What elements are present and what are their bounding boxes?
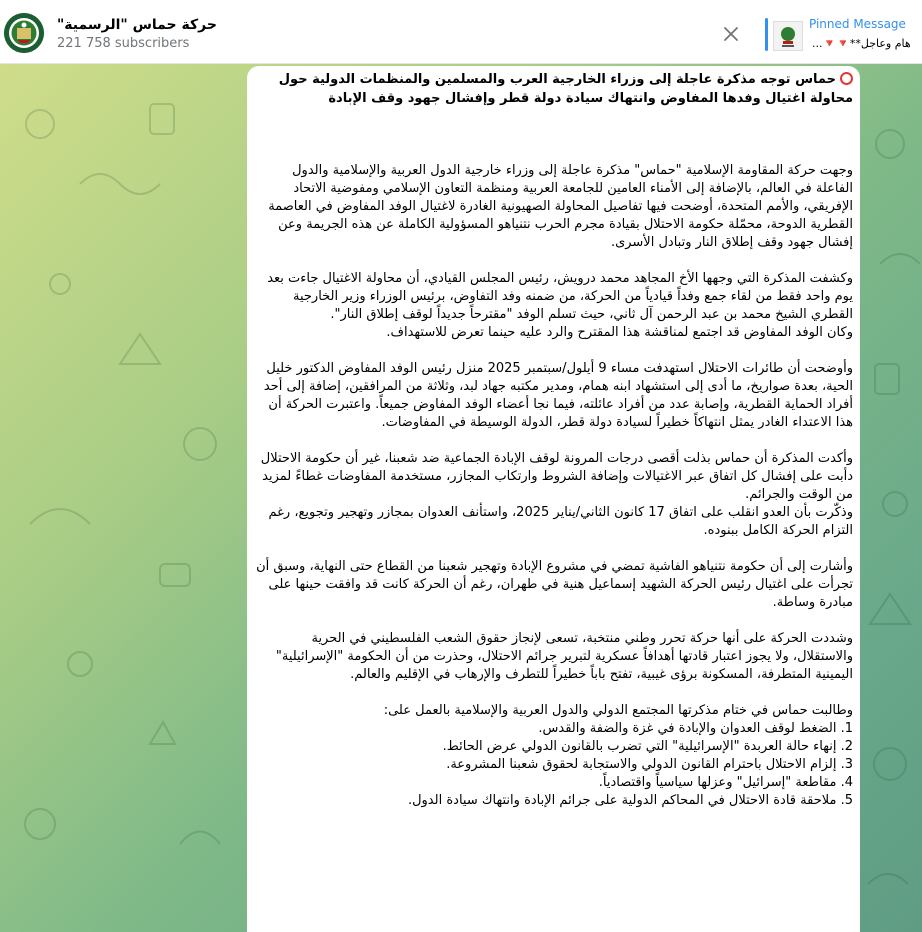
close-icon[interactable] — [720, 23, 742, 45]
paragraph-3: وأوضحت أن طائرات الاحتلال استهدفت مساء 9 أيلول/سبتمبر 2025 منزل رئيس الوفد المفاوض الدكتور خليل الحية، بعدة صواريخ، ما أدى إلى استشهاد ابنه همام، ومدير مكتبه جهاد لبد، وثلاثة من المرافقين، إضافة إلى أحد أفراد الحماية القطرية، وإصابة عدد من أفراد عائلته، فيما نجا أعضاء الوفد المفاوض جميعاً. واعتبرت الحركة أن هذا الاعتداء الغادر يمثل انتهاكاً خطيراً لسيادة دولة قطر، الدولة الوسيطة في المفاوضات. — [263, 361, 853, 430]
paragraph-1: وجهت حركة المقاومة الإسلامية "حماس" مذكرة عاجلة إلى وزراء خارجية الدول العربية والإسلامية والدول الفاعلة في العالم، بالإضافة إلى الأمناء العامين للجامعة العربية ومنظمة التعاون الإسلامي ومفوضية الاتحاد الإفريقي، والأمم المتحدة، أوضحت فيها تفاصيل المحاولة الصهيونية الغادرة لاغتيال الوفد المفاوض في العاصمة القطرية الدوحة، محمّلة حكومة الاحتلال بقيادة مجرم الحرب نتنياهو المسؤولية الكاملة عن هذه الجريمة وعن إفشال جهود وقف إطلاق النار وتبادل الأسرى. — [268, 163, 853, 250]
paragraph-6: وشددت الحركة على أنها حركة تحرر وطني منتخبة، تسعى لإنجاز حقوق الشعب الفلسطيني في الحرية والاستقلال، ولا يجوز اعتبار قادتها أهدافاً عسكرية لتبرير جرائم الاحتلال، وحذرت من أن الحكومة "الإسرائيلية" اليمينية المتطرفة، المسكونة برؤى غيبية، تفتح باباً خطيراً للتطرف والإرهاب في الإقليم والعالم. — [275, 631, 853, 682]
pinned-thumbnail-icon[interactable] — [773, 21, 803, 51]
chat-background — [0, 64, 922, 932]
list-item: 5. ملاحقة قادة الاحتلال في المحاكم الدولية على جرائم الإبادة وانتهاك سيادة الدول. — [407, 793, 853, 808]
message-text — [253, 70, 853, 810]
pinned-message-preview[interactable]: هام وعاجل**🔻🔻... — [812, 37, 911, 50]
headline-text: حماس توجه مذكرة عاجلة إلى وزراء الخارجية العرب والمسلمين والمنظمات الدولية حول محاولة اغتيال وفدها المفاوض وانتهاك سيادة دولة قطر وإفشال جهود وقف الإبادة — [278, 72, 853, 106]
red-circle-icon — [840, 72, 853, 85]
pinned-indicator-bar — [765, 18, 768, 51]
channel-title: حركة حماس "الرسمية" — [57, 17, 217, 33]
message-bubble[interactable] — [247, 66, 860, 932]
paragraph-2b: وكان الوفد المفاوض قد اجتمع لمناقشة هذا المقترح والرد عليه حينما تعرض للاستهداف. — [386, 325, 853, 340]
list-item: 1. الضغط لوقف العدوان والإبادة في غزة والضفة والقدس. — [538, 721, 853, 736]
paragraph-2a: وكشفت المذكرة التي وجهها الأخ المجاهد محمد درويش، رئيس المجلس القيادي، أن محاولة الاغتيال جاءت بعد يوم واحد فقط من لقاء جمع وفداً قيادياً من الحركة، من ضمنه وفد التفاوض، برئيس الوزراء وزير الخارجية القطري الشيخ محمد بن عبد الرحمن آل ثاني، حيث تسلم الوفد "مقترحاً جديداً لوقف إطلاق النار". — [267, 271, 853, 322]
pinned-message-title[interactable]: Pinned Message — [809, 17, 906, 31]
demands-intro: وطالبت حماس في ختام مذكرتها المجتمع الدولي والدول العربية والإسلامية بالعمل على: — [383, 703, 853, 718]
chat-header — [0, 0, 922, 64]
list-item: 3. إلزام الاحتلال باحترام القانون الدولي والاستجابة لحقوق شعبنا المشروعة. — [446, 757, 853, 772]
paragraph-4a: وأكدت المذكرة أن حماس بذلت أقصى درجات المرونة لوقف الإبادة الجماعية ضد شعبنا، غير أن حكومة الاحتلال دأبت على إفشال كل اتفاق عبر الاغتيالات وإضافة الشروط وارتكاب المجازر، مستخدمة المفاوضات غطاءً لمزيد من الوقت والجرائم. — [260, 451, 853, 502]
channel-info[interactable] — [57, 16, 277, 53]
message-headline — [253, 70, 853, 108]
channel-avatar-icon[interactable] — [4, 13, 44, 53]
paragraph-5: وأشارت إلى أن حكومة نتنياهو الفاشية تمضي في مشروع الإبادة وتهجير شعبنا من القطاع حتى النهاية، وسبق أن تجرأت على اغتيال رئيس الحركة الشهيد إسماعيل هنية في طهران، رغم أن الحركة كانت قد وافقت حينها على مبادرة وساطة. — [256, 559, 853, 610]
subscriber-count: 221 758 subscribers — [57, 36, 190, 51]
paragraph-4b: وذكّرت بأن العدو انقلب على اتفاق 17 كانون الثاني/يناير 2025، واستأنف العدوان بمجازر وتهجير وتجويع، رغم التزام الحركة الكامل ببنوده. — [268, 505, 853, 538]
list-item: 2. إنهاء حالة العربدة "الإسرائيلية" التي تضرب بالقانون الدولي عرض الحائط. — [442, 739, 853, 754]
list-item: 4. مقاطعة "إسرائيل" وعزلها سياسياً واقتصادياً. — [598, 775, 853, 790]
